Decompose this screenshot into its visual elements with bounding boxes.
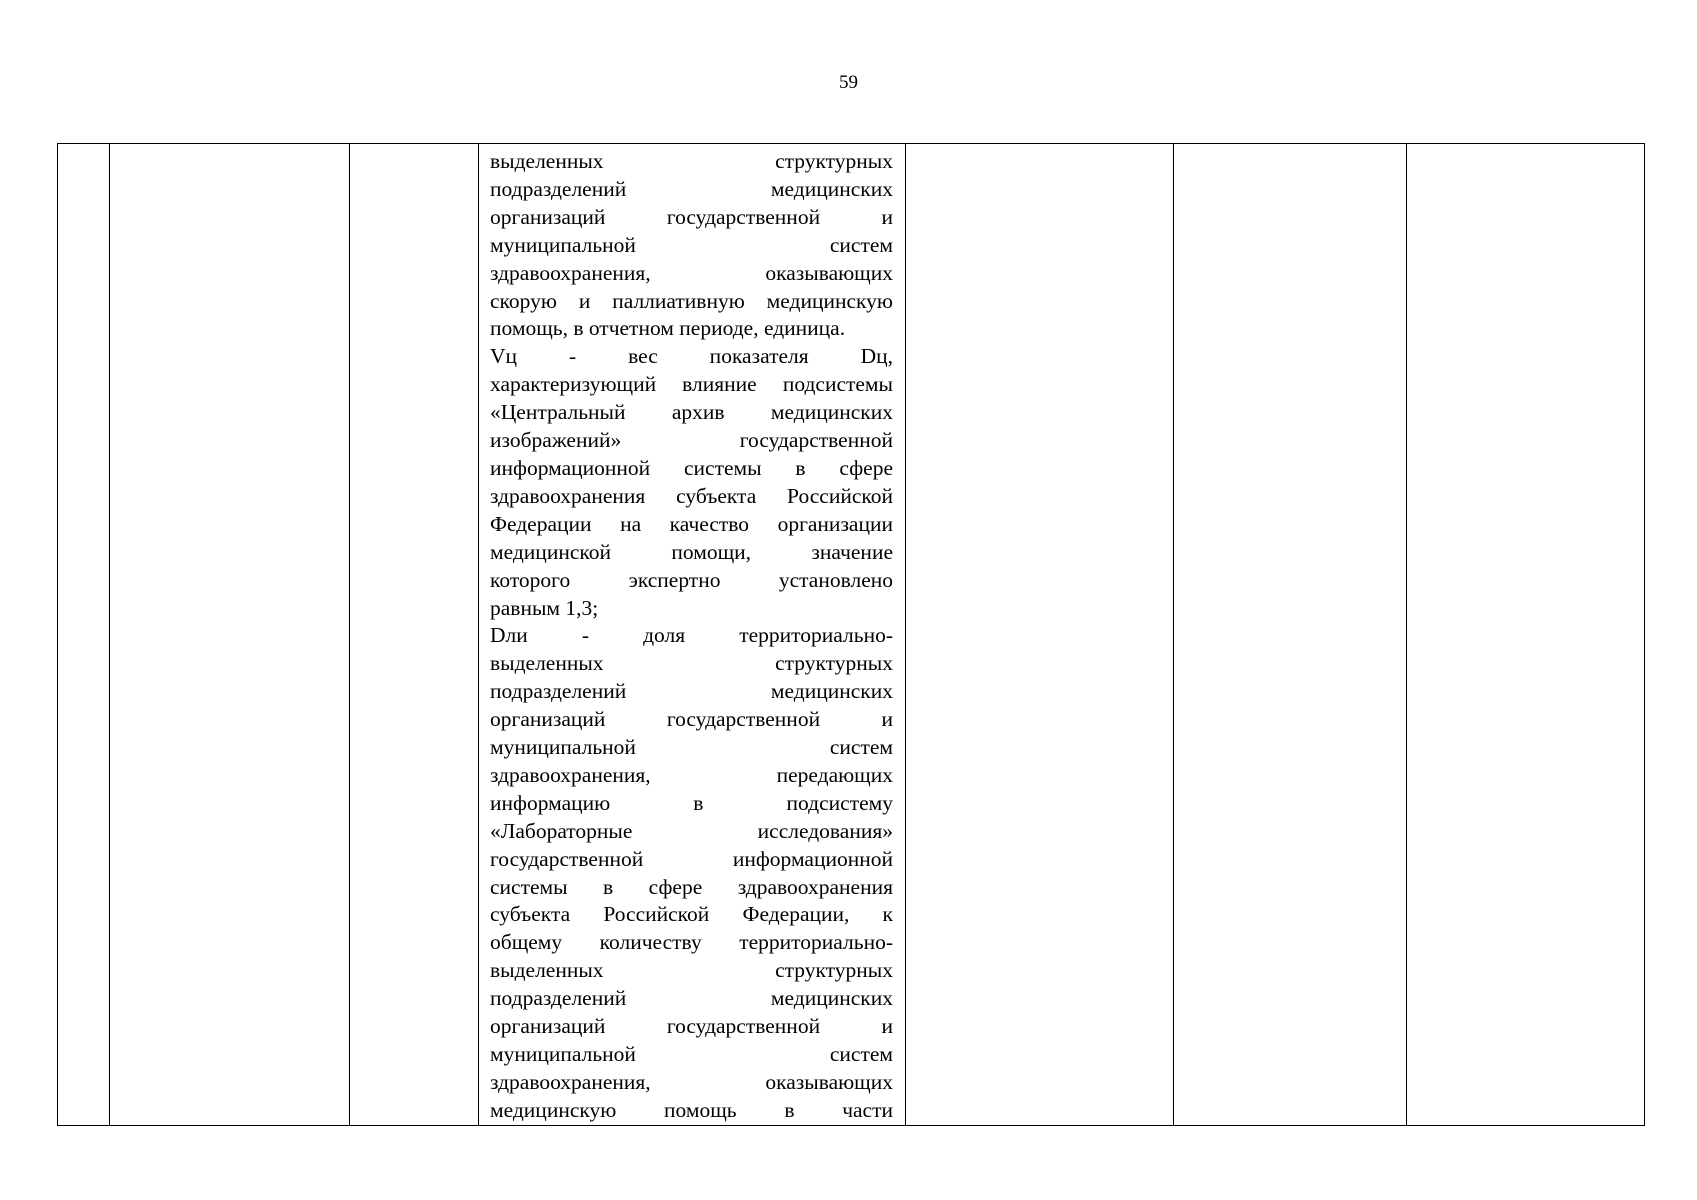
text-line: здравоохранения, оказывающих	[490, 260, 893, 285]
text-line: информацию в подсистему	[490, 790, 893, 815]
text-line: здравоохранения субъекта Российской	[490, 483, 893, 508]
text-line: выделенных структурных	[490, 149, 893, 173]
text-line: Федерации на качество организации	[490, 511, 893, 536]
text-line: системы в сфере здравоохранения	[490, 874, 893, 899]
text-line: здравоохранения, оказывающих	[490, 1069, 893, 1094]
text-line: муниципальной систем	[490, 232, 893, 257]
indicator-table	[57, 143, 1645, 1126]
text-line: «Центральный архив медицинских	[490, 400, 893, 425]
table-cell-responsible	[1174, 144, 1407, 1126]
table-cell-unit	[350, 144, 479, 1126]
calculation-description	[479, 144, 905, 1125]
text-line: скорую и паллиативную медицинскую	[490, 288, 893, 313]
text-line: муниципальной систем	[490, 735, 893, 760]
text-line: организаций государственной и	[490, 1014, 893, 1039]
text-line: субъекта Российской Федерации, к	[490, 902, 893, 927]
text-line: Vц - вес показателя Dц,	[490, 344, 893, 369]
text-line: которого экспертно установлено	[490, 567, 893, 592]
text-line: помощь, в отчетном периоде, единица.	[490, 316, 846, 341]
table-row	[58, 144, 1645, 1126]
text-line: характеризующий влияние подсистемы	[490, 372, 893, 397]
text-line: медицинскую помощь в части	[490, 1097, 893, 1122]
text-line: общему количеству территориально-	[490, 930, 893, 955]
text-line: выделенных структурных	[490, 651, 893, 676]
text-line: государственной информационной	[490, 846, 893, 871]
text-line: подразделений медицинских	[490, 176, 893, 201]
table-cell-source	[906, 144, 1174, 1126]
text-line: организаций государственной и	[490, 707, 893, 732]
text-line: здравоохранения, передающих	[490, 762, 893, 787]
text-line: равным 1,3;	[490, 595, 599, 620]
table-cell-period	[1407, 144, 1645, 1126]
text-line: подразделений медицинских	[490, 679, 893, 704]
text-line: выделенных структурных	[490, 958, 893, 983]
text-line: медицинской помощи, значение	[490, 539, 893, 564]
table-cell-indicator-name	[110, 144, 350, 1126]
page-number: 59	[839, 72, 858, 93]
text-line: подразделений медицинских	[490, 986, 893, 1011]
text-line: организаций государственной и	[490, 204, 893, 229]
text-line: изображений» государственной	[490, 428, 893, 453]
text-line: «Лабораторные исследования»	[490, 818, 893, 843]
text-line: информационной системы в сфере	[490, 455, 893, 480]
text-line: Dли - доля территориально-	[490, 623, 893, 648]
text-line: муниципальной систем	[490, 1042, 893, 1066]
table-cell-number	[58, 144, 110, 1126]
table-cell-calculation-method	[479, 144, 906, 1126]
